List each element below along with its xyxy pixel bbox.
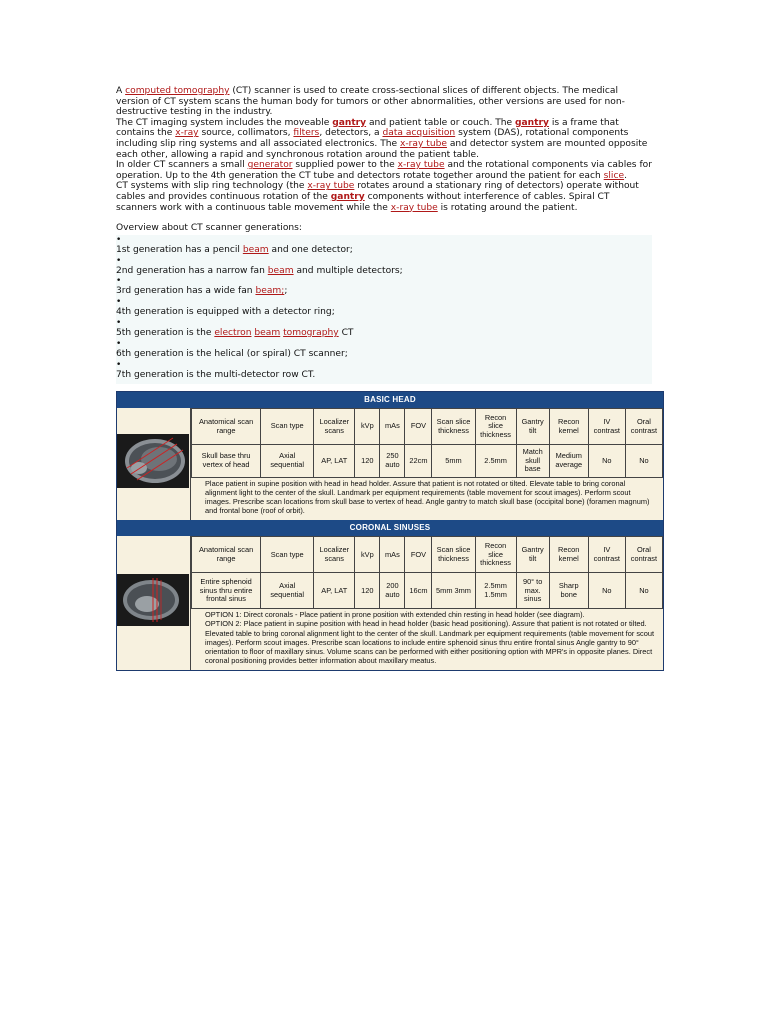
text: is rotating around the patient. (437, 202, 578, 213)
list-item (116, 266, 652, 277)
list-item (116, 370, 652, 381)
text: components without interference of cables. Spiral CT scanners work with a continuous table movement while the (116, 191, 610, 213)
cell: 90° to max. sinus (516, 573, 549, 609)
column-header: kVp (355, 537, 380, 573)
list-item (116, 286, 652, 297)
cell: 2.5mm (475, 445, 516, 478)
positioning-note (191, 609, 663, 670)
list-bullet: • (116, 317, 122, 328)
intro-paragraph-2 (116, 118, 652, 160)
column-header: Recon slice thickness (475, 409, 516, 445)
cell: AP, LAT (314, 573, 355, 609)
link-x-ray-tube[interactable]: x-ray tube (400, 138, 447, 149)
cell: 200 auto (380, 573, 405, 609)
cell: 250 auto (380, 445, 405, 478)
text: rotates around a stationary ring of detectors) operate without cables and provides continuous rotation of the (116, 181, 639, 202)
intro-paragraph-3 (116, 160, 652, 181)
image-column (117, 408, 191, 520)
text: 7th generation is the multi-detector row CT. (116, 369, 316, 380)
skull-ct-sinus-graphic (117, 574, 189, 626)
skull-ct-lateral-image (117, 434, 189, 488)
cell: 5mm 3mm (432, 573, 475, 609)
image-column (117, 536, 191, 670)
link-gantry[interactable]: gantry (330, 191, 365, 202)
cell: 2.5mm 1.5mm (475, 573, 516, 609)
list-bullet: • (116, 276, 122, 287)
text: supplied power to the (292, 160, 398, 171)
table-row (192, 445, 663, 478)
link-x-ray[interactable]: x-ray (175, 128, 199, 139)
text: In older CT scanners a small (116, 160, 248, 171)
column-header: Oral contrast (625, 409, 662, 445)
link-slice[interactable]: slice (603, 170, 625, 181)
link-beam[interactable]: beam (242, 244, 269, 255)
column-header: Scan type (261, 537, 314, 573)
column-header: Recon slice thickness (475, 537, 516, 573)
column-header: Gantry tilt (516, 409, 549, 445)
link-electron[interactable]: electron (214, 327, 252, 338)
protocol-section-coronal-sinuses (117, 536, 663, 670)
list-bullet: • (116, 255, 122, 266)
column-header: mAs (380, 409, 405, 445)
text: 2nd generation has a narrow fan (116, 265, 268, 276)
intro-paragraph-1 (116, 86, 652, 118)
column-header: Scan type (261, 409, 314, 445)
list-item (116, 245, 652, 256)
text: 5th generation is the (116, 327, 215, 338)
column-header: Oral contrast (625, 537, 662, 573)
text: source, collimators, (198, 128, 294, 139)
intro-paragraph-4 (116, 181, 652, 213)
parameters-table (191, 408, 663, 478)
column-header: Recon kernel (549, 537, 588, 573)
overview-heading: Overview about CT scanner generations: (116, 223, 302, 234)
text: and the rotational components via cables for operation. Up to the 4th generation the CT tube and detectors rotate together around the patient for each (116, 160, 652, 181)
text: (CT) scanner is used to create cross-sectional slices of different objects. The medical version of CT system scans the human body for tumors or other abnormalities, other versions are used for non-destructive testing in the industry. (116, 86, 625, 118)
table-header-row (192, 537, 663, 573)
link-x-ray-tube[interactable]: x-ray tube (390, 202, 438, 213)
text: CT systems with slip ring technology (the (116, 181, 308, 192)
column-header: Localizer scans (314, 537, 355, 573)
cell: No (588, 573, 625, 609)
option-2-text: OPTION 2: Place patient in supine position with head in head holder (basic head positioning). Assure that patient is not rotated or tilted. Elevated table to bring coronal alignment light to the center of the skull. Landmark per equipment requirements (table movement for scout images). Perform scout images. Prescribe scan locations to include entire sphenoid sinus thru entire frontal sinus Angle gantry to 90° orientation to floor of maxillary sinus. Volume scans can be performed with either positioning option with MPR's in opposite planes. Direct coronal positioning provides better information about maxillary meatus. (205, 619, 655, 665)
column-header: IV contrast (588, 409, 625, 445)
link-data-acquisition[interactable]: data acquisition (382, 128, 456, 139)
list-item (116, 307, 652, 318)
link-gantry[interactable]: gantry (515, 117, 549, 128)
section-title-basic-head: BASIC HEAD (117, 392, 663, 408)
list-bullet: • (116, 359, 122, 370)
text: 6th generation is the helical (or spiral) CT scanner; (116, 348, 348, 359)
skull-ct-sinus-image (117, 574, 189, 626)
list-bullet: • (116, 338, 122, 349)
protocol-section-basic-head (117, 408, 663, 520)
text: . (624, 170, 627, 181)
column-header: Anatomical scan range (192, 409, 261, 445)
cell: No (625, 445, 662, 478)
cell: Axial sequential (261, 573, 314, 609)
cell: 16cm (405, 573, 432, 609)
text: CT (338, 327, 354, 338)
link-beam[interactable]: beam; (255, 286, 285, 297)
parameters-table (191, 536, 663, 609)
link-beam[interactable]: beam (254, 327, 281, 338)
cell: Match skull base (516, 445, 549, 478)
cell: 120 (355, 573, 380, 609)
cell: Skull base thru vertex of head (192, 445, 261, 478)
link-tomography[interactable]: tomography (283, 327, 339, 338)
link-x-ray-tube[interactable]: x-ray tube (307, 181, 355, 192)
column-header: Scan slice thickness (432, 537, 475, 573)
cell: No (588, 445, 625, 478)
list-item (116, 349, 652, 360)
link-x-ray-tube[interactable]: x-ray tube (397, 160, 445, 171)
cell: Entire sphenoid sinus thru entire frontal sinus (192, 573, 261, 609)
cell: AP, LAT (314, 445, 355, 478)
link-generator[interactable]: generator (247, 160, 293, 171)
positioning-note: Place patient in supine position with head in head holder. Assure that patient is not rotated or tilted. Elevate table to bring coronal alignment light to the center of the skull. Landmark per equipment requirements (table movement for scout images). Perform scout images. Prescribe scan locations from skull base to vertex of head. Angle gantry to match skull base (occipital bone) (foramen magnum) and frontal bone (roof of orbit). (205, 479, 650, 516)
column-header: Anatomical scan range (192, 537, 261, 573)
text: , detectors, a (319, 128, 383, 139)
column-header: mAs (380, 537, 405, 573)
link-computed-tomography[interactable]: computed tomography (125, 86, 230, 96)
text: 4th generation is equipped with a detector ring; (116, 307, 335, 318)
protocol-grid (191, 536, 663, 670)
cell: 5mm (432, 445, 475, 478)
table-header-row (192, 409, 663, 445)
skull-ct-lateral-graphic (117, 434, 189, 488)
text: and detector system are mounted opposite each other, allowing a rapid and synchronous rotation around the patient table. (116, 138, 648, 160)
link-beam[interactable]: beam (267, 265, 294, 276)
cell: Axial sequential (261, 445, 314, 478)
list-bullet: • (116, 234, 122, 245)
cell: No (625, 573, 662, 609)
list-bullet: • (116, 297, 122, 308)
generations-list (116, 235, 652, 385)
cell: 120 (355, 445, 380, 478)
column-header: FOV (405, 409, 432, 445)
ct-protocol-table (116, 391, 664, 671)
article-content (116, 86, 652, 384)
text: is a frame that contains the (116, 117, 619, 139)
section-title-coronal-sinuses: CORONAL SINUSES (117, 520, 663, 536)
table-row (192, 573, 663, 609)
column-header: FOV (405, 537, 432, 573)
cell: Sharp bone (549, 573, 588, 609)
text: system (DAS), rotational components including slip ring systems and all associated electronics. The (116, 128, 629, 149)
column-header: Recon kernel (549, 409, 588, 445)
text: 1st generation has a pencil (116, 244, 243, 255)
column-header: kVp (355, 409, 380, 445)
list-item (116, 328, 652, 339)
protocol-grid (191, 408, 663, 520)
column-header: Scan slice thickness (432, 409, 475, 445)
column-header: IV contrast (588, 537, 625, 573)
text: 3rd generation has a wide fan (116, 286, 256, 297)
text: A (116, 86, 126, 96)
link-filters[interactable]: filters (293, 128, 320, 139)
cell: 22cm (405, 445, 432, 478)
option-1-text: OPTION 1: Direct coronals - Place patient in prone position with extended chin resting in head holder (see diagram). (205, 610, 585, 620)
link-gantry[interactable]: gantry (332, 117, 367, 128)
text: and one detector; (268, 244, 353, 255)
text: and multiple detectors; (293, 265, 403, 276)
text: ; (284, 286, 288, 297)
text: The CT imaging system includes the moveable (116, 117, 333, 128)
text: and patient table or couch. The (366, 117, 516, 128)
column-header: Gantry tilt (516, 537, 549, 573)
cell: Medium average (549, 445, 588, 478)
column-header: Localizer scans (314, 409, 355, 445)
